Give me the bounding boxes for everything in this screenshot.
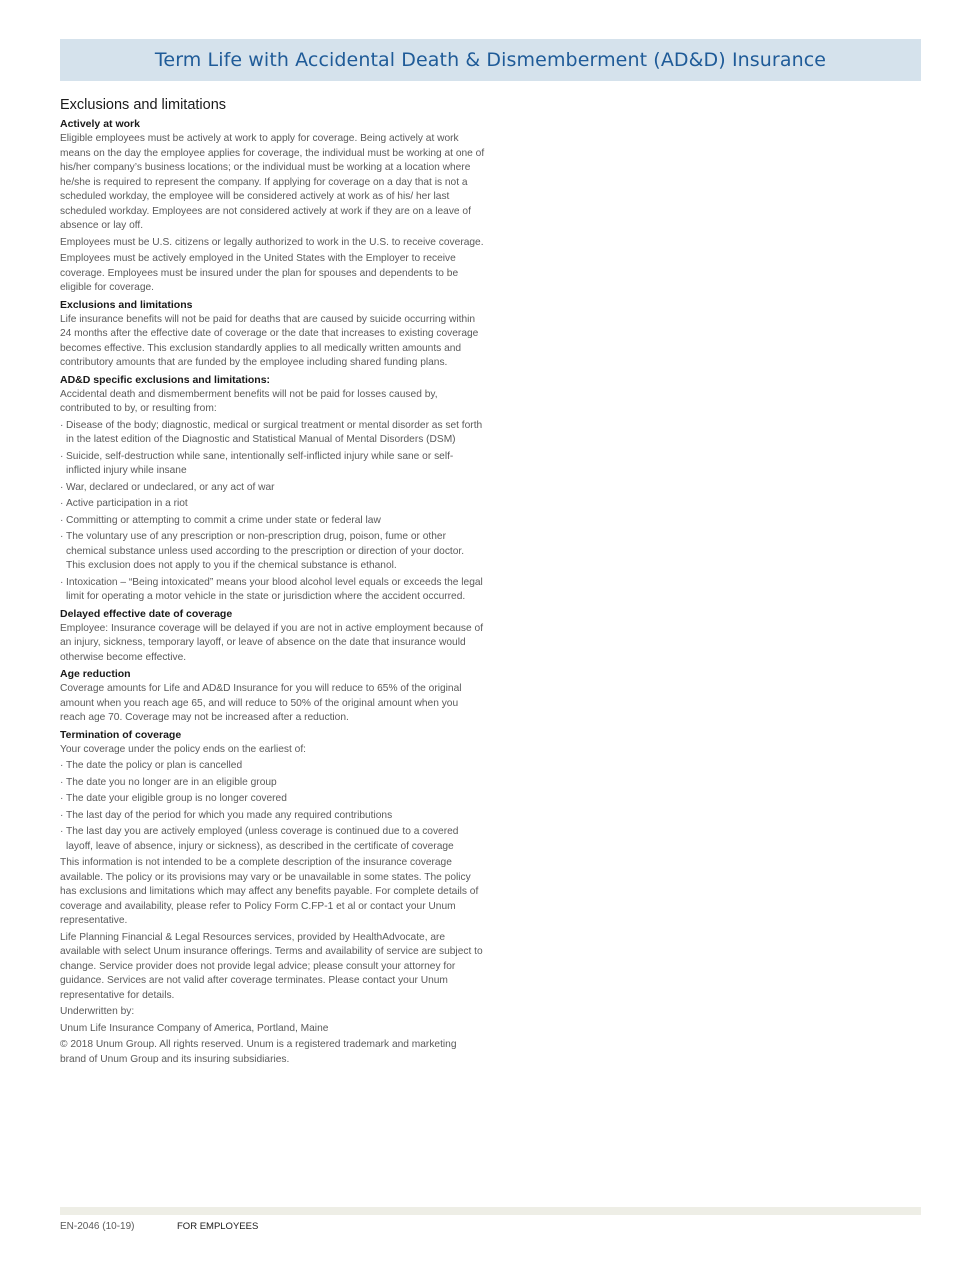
audience-label: FOR EMPLOYEES	[177, 1221, 259, 1232]
add-exclusions-list	[60, 419, 485, 605]
list-item: · The date your eligible group is no longer covered	[60, 792, 485, 807]
termination-intro: Your coverage under the policy ends on the earliest of:	[60, 743, 306, 755]
underwritten-label: Underwritten by:	[60, 1006, 135, 1017]
list-item: · Committing or attempting to commit a crime under state or federal law	[60, 514, 485, 529]
list-item: · War, declared or undeclared, or any act of war	[60, 481, 485, 496]
underwriter-name: Unum Life Insurance Company of America, Portland, Maine	[60, 1022, 329, 1034]
disclaimer-paragraph-2: Life Planning Financial & Legal Resources services, provided by HealthAdvocate, are available with select Unum insurance offerings. Terms and availability of service are subject to change. Service provider does not provide legal advice; please consult your attorney for guidance. Services are not valid after coverage terminates. Please contact your Unum representative for details.	[60, 931, 483, 1001]
title-banner	[60, 39, 921, 81]
delayed-heading: Delayed effective date of coverage	[60, 607, 233, 620]
list-item: · The date the policy or plan is cancelled	[60, 759, 485, 774]
page-title: Term Life with Accidental Death & Dismemberment (AD&D) Insurance	[154, 49, 827, 71]
actively-at-work-paragraph-3: Employees must be actively employed in the United States with the Employer to receive coverage. Employees must be insured under the plan for spouses and dependents to be eligible for coverage.	[60, 253, 459, 293]
main-content	[60, 96, 485, 1069]
copyright-notice: © 2018 Unum Group. All rights reserved. Unum is a registered trademark and marketing brand of Unum Group and its insuring subsidiaries.	[60, 1039, 457, 1065]
list-item: · The last day of the period for which you made any required contributions	[60, 809, 485, 824]
add-exclusions-intro: Accidental death and dismemberment benefits will not be paid for losses caused by, contributed to by, or resulting from:	[60, 388, 438, 414]
footer	[60, 1221, 258, 1232]
delayed-paragraph: Employee: Insurance coverage will be delayed if you are not in active employment because of an injury, sickness, temporary layoff, or leave of absence on the date that insurance would otherwise become effective.	[60, 622, 484, 663]
termination-heading: Termination of coverage	[60, 728, 182, 741]
actively-at-work-paragraph-1: Eligible employees must be actively at work to apply for coverage. Being actively at work means on the day the employee applies for coverage, the individual must be working at one of his/her company’s business locations; or the individual must be working at a location where he/she is required to represent the company. If applying for coverage on a day that is not a scheduled workday, the employee will be considered actively at work as of his/ her last scheduled workday. Employees are not considered actively at work if they are on a leave of absence or lay off.	[60, 133, 485, 231]
list-item: · Active participation in a riot	[60, 497, 485, 512]
actively-at-work-paragraph-2: Employees must be U.S. citizens or legally authorized to work in the U.S. to receive coverage.	[60, 236, 484, 248]
list-item: · Disease of the body; diagnostic, medical or surgical treatment or mental disorder as set forth in the latest edition of the Diagnostic and Statistical Manual of Mental Disorders (DSM)	[60, 419, 485, 448]
list-item: · The voluntary use of any prescription or non-prescription drug, poison, fume or other chemical substance unless used according to the prescription or direction of your doctor. This exclusion does not apply to you if the chemical substance is ethanol.	[60, 530, 485, 574]
list-item: · The last day you are actively employed (unless coverage is continued due to a covered layoff, leave of absence, injury or sickness), as described in the certificate of coverage	[60, 825, 485, 854]
termination-list	[60, 759, 485, 854]
age-reduction-paragraph: Coverage amounts for Life and AD&D Insurance for you will reduce to 65% of the original amount when you reach age 65, and will reduce to 50% of the original amount when you reach age 70. Coverage may not be increased after a reduction.	[60, 683, 462, 723]
section-title: Exclusions and limitations	[60, 97, 227, 113]
form-code: EN-2046 (10-19)	[60, 1221, 135, 1232]
add-exclusions-heading: AD&D specific exclusions and limitations:	[60, 373, 271, 386]
disclaimer-paragraph-1: This information is not intended to be a complete description of the insurance coverage available. The policy or its provisions may vary or be unavailable in some states. The policy has exclusions and limitations which may affect any benefits payable. For complete details of coverage and availability, please refer to Policy Form C.FP-1 et al or contact your Unum representative.	[60, 857, 479, 926]
list-item: · Suicide, self-destruction while sane, intentionally self-inflicted injury while sane or self-inflicted injury while insane	[60, 450, 485, 479]
footer-divider	[60, 1207, 921, 1215]
exclusions-heading: Exclusions and limitations	[60, 298, 193, 311]
list-item: · Intoxication – “Being intoxicated” means your blood alcohol level equals or exceeds the legal limit for operating a motor vehicle in the state or jurisdiction where the accident occurred.	[60, 576, 485, 605]
exclusions-paragraph: Life insurance benefits will not be paid for deaths that are caused by suicide occurring within 24 months after the effective date of coverage or the date that increases to existing coverage becomes effective. This exclusion standardly applies to all medically written amounts and contributory amounts that are funded by the employee including shared funding plans.	[60, 313, 479, 368]
list-item: · The date you no longer are in an eligible group	[60, 776, 485, 791]
actively-at-work-heading: Actively at work	[60, 118, 140, 130]
age-reduction-heading: Age reduction	[60, 668, 131, 680]
